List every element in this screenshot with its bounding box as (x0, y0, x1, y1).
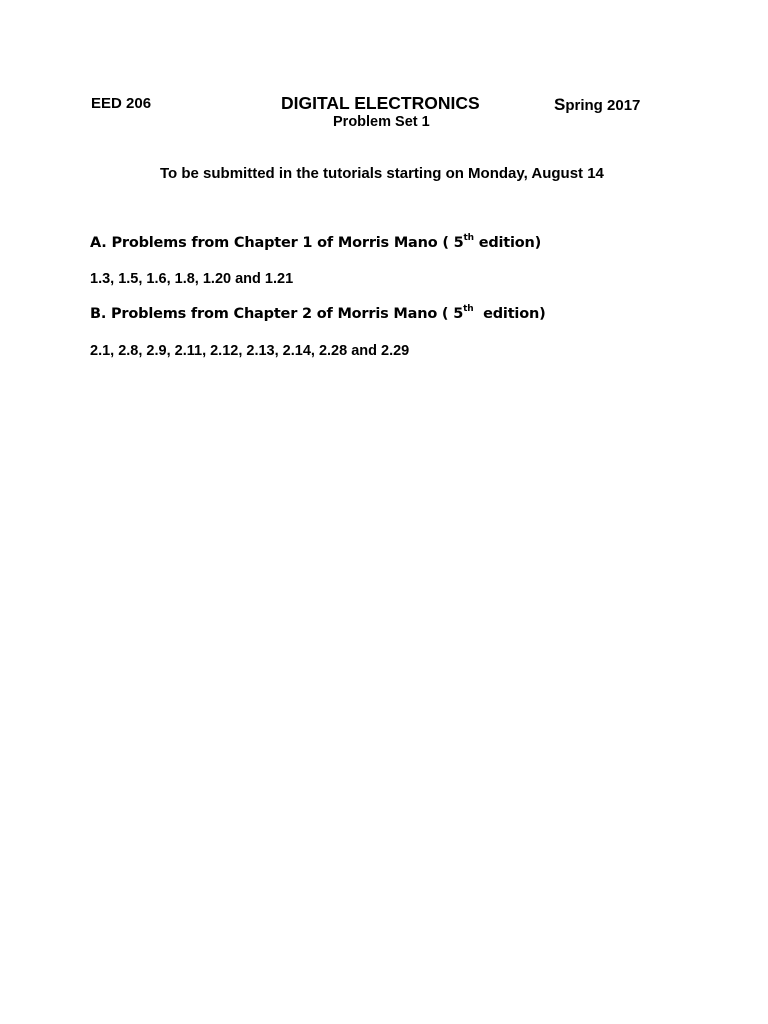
section-b-heading (90, 305, 546, 322)
course-code: EED 206 (91, 95, 152, 112)
section-a-problem-list: 1.3, 1.5, 1.6, 1.8, 1.20 and 1.21 (90, 271, 294, 287)
semester-initial: S (554, 95, 566, 114)
semester (554, 95, 640, 115)
section-a-heading-text: A. Problems from Chapter 1 of Morris Mano ( 5 (90, 234, 464, 251)
document-title: DIGITAL ELECTRONICS (281, 93, 480, 113)
section-a-heading-tail: edition) (473, 234, 542, 251)
section-a-heading-superscript: th (463, 233, 474, 243)
section-a-heading (90, 234, 541, 251)
semester-rest: pring 2017 (565, 97, 641, 114)
section-b-problem-list: 2.1, 2.8, 2.9, 2.11, 2.12, 2.13, 2.14, 2.28 and 2.29 (90, 343, 410, 359)
section-b-heading-tail: edition) (473, 305, 546, 322)
section-b-heading-text: B. Problems from Chapter 2 of Morris Mano ( 5 (90, 305, 464, 322)
section-b-heading-superscript: th (463, 304, 474, 314)
submission-instruction: To be submitted in the tutorials starting on Monday, August 14 (160, 165, 604, 182)
problem-set-subtitle: Problem Set 1 (333, 114, 430, 130)
